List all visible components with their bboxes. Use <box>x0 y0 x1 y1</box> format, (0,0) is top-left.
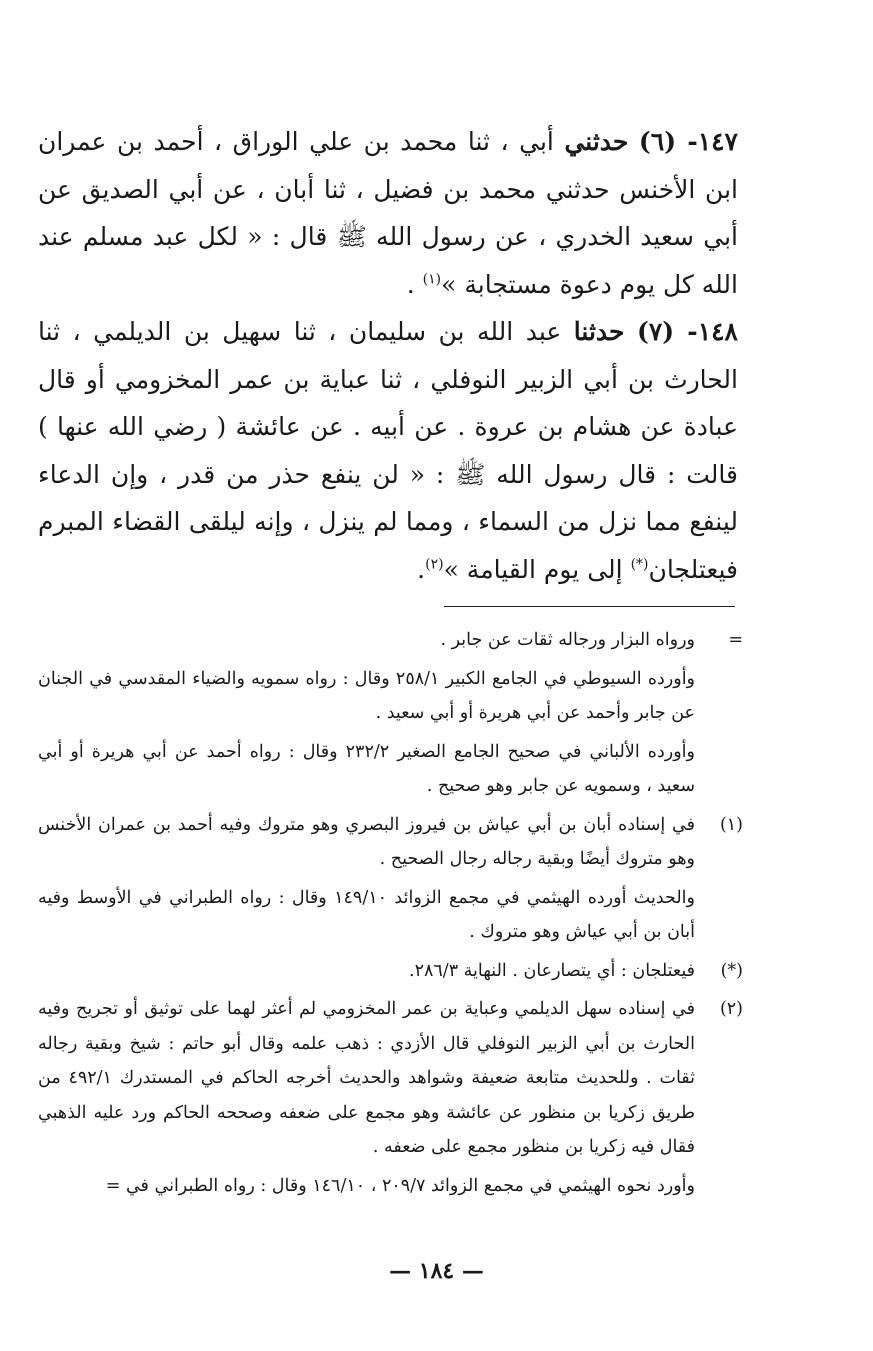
footnote-continued <box>38 623 743 808</box>
main-text <box>38 118 738 593</box>
entry-text: أبي ، ثنا محمد بن علي الوراق ، أحمد بن عمران ابن الأخنس حدثني محمد بن فضيل ، ثنا أبان ، عن أبي الصديق عن أبي سعيد الخدري ، عن رسول الله ﷺ قال : « لكل عبد مسلم عند الله كل يوم دعوة مستجابة » <box>38 127 738 299</box>
footnote-text: فيعتلجان : أي يتصارعان . النهاية ٢٨٦/٣. <box>409 960 695 981</box>
footnote-star <box>38 954 743 993</box>
page-number: — ١٨٤ — <box>389 1258 484 1284</box>
footnote-marker: (٢) <box>719 999 743 1019</box>
footnote-text: ورواه البزار ورجاله ثقات عن جابر . وأورده السيوطي في الجامع الكبير ٢٥٨/١ وقال : رواه سمويه والضياء المقدسي في الجنان عن جابر وأحمد عن أبي هريرة أو أبي سعيد . وأورده الألباني في صحيح الجامع الصغير ٢٣٢/٢ وقال : رواه أحمد عن أبي هريرة أو أبي سعيد ، وسمويه عن جابر وهو صحيح . <box>38 630 696 796</box>
footnote-text: في إسناده سهل الديلمي وعباية بن عمر المخزومي لم أعثر لهما على توثيق أو تجريح وفيه الحارث بن أبي الزبير النوفلي قال الأزدي : ذهب علمه وقال أبو حاتم : شيخ وبقية رجاله ثقات . وللحديث متابعة ضعيفة وشواهد والحديث أخرجه الحاكم في المستدرك ٤٩٢/١ من طريق زكريا بن منظور عن عائشة وهو مجمع على ضعفه وصححه الحاكم ورد عليه الذهبي فقال فيه زكريا بن منظور مجمع على ضعفه . وأورد نحوه الهيثمي في مجمع الزوائد ٢٠٩/٧ ، ١٤٦/١٠ وقال : رواه الطبراني في = <box>38 999 696 1196</box>
entry-number: ١٤٨- (٧) <box>636 317 738 346</box>
footnote-text: في إسناده أبان بن أبي عياش بن فيروز البصري وهو متروك وفيه أحمد بن عمران الأخنس وهو متروك أيضًا وبقية رجاله رجال الصحيح . والحديث أورده الهيثمي في مجمع الزوائد ١٤٩/١٠ وقال : رواه الطبراني في الأوسط وفيه أبان بن أبي عياش وهو متروك . <box>38 814 695 942</box>
footnote-ref: (١) <box>422 271 442 288</box>
footnotes <box>38 623 743 1207</box>
narration-header: حدثني <box>564 127 629 156</box>
footnote-2 <box>38 992 743 1207</box>
footnote-1 <box>38 808 743 954</box>
footnote-ref: (*) <box>630 556 649 573</box>
hadith-entry-147: ١٤٧- (٦) حدثني أبي ، ثنا محمد بن علي الوراق ، أحمد بن عمران ابن الأخنس حدثني محمد بن فضيل ، ثنا أبان ، عن أبي الصديق عن أبي سعيد الخدري ، عن رسول الله ﷺ قال : « لكل عبد مسلم عند الله كل يوم دعوة مستجابة »$^{(١)}$ . <box>38 127 738 299</box>
footnote-ref: (٢) <box>425 556 444 573</box>
narration-header: حدثنا <box>573 317 625 346</box>
hadith-entry-148: ١٤٨- (٧) حدثنا عبد الله بن سليمان ، ثنا سهيل بن الديلمي ، ثنا الحارث بن أبي الزبير النوفلي ، ثنا عباية بن عمر المخزومي أو قال عبادة عن هشام بن عروة . عن أبيه . عن عائشة ( رضي الله عنها ) قالت : قال رسول الله ﷺ : « لن ينفع حذر من قدر ، وإن الدعاء لينفع مما نزل من السماء ، ومما لم ينزل ، وإنه ليلقى القضاء المبرم فيعتلجان(*) إلى يوم القيامة »$^{(٢)}$. <box>38 317 738 584</box>
entry-text-continued: إلى يوم القيامة » <box>443 554 631 584</box>
entry-number: ١٤٧- (٦) <box>638 127 738 156</box>
footnote-separator <box>444 606 735 607</box>
footnote-marker: = <box>728 630 743 650</box>
entry-text: عبد الله بن سليمان ، ثنا سهيل بن الديلمي ، ثنا الحارث بن أبي الزبير النوفلي ، ثنا عباية بن عمر المخزومي أو قال عبادة عن هشام بن عروة . عن أبيه . عن عائشة ( رضي الله عنها ) قالت : قال رسول الله ﷺ : « لن ينفع حذر من قدر ، وإن الدعاء لينفع مما نزل من السماء ، ومما لم ينزل ، وإنه ليلقى القضاء المبرم فيعتلجان <box>38 317 738 584</box>
footnote-marker: (*) <box>720 960 743 981</box>
footnote-marker: (١) <box>719 814 743 835</box>
